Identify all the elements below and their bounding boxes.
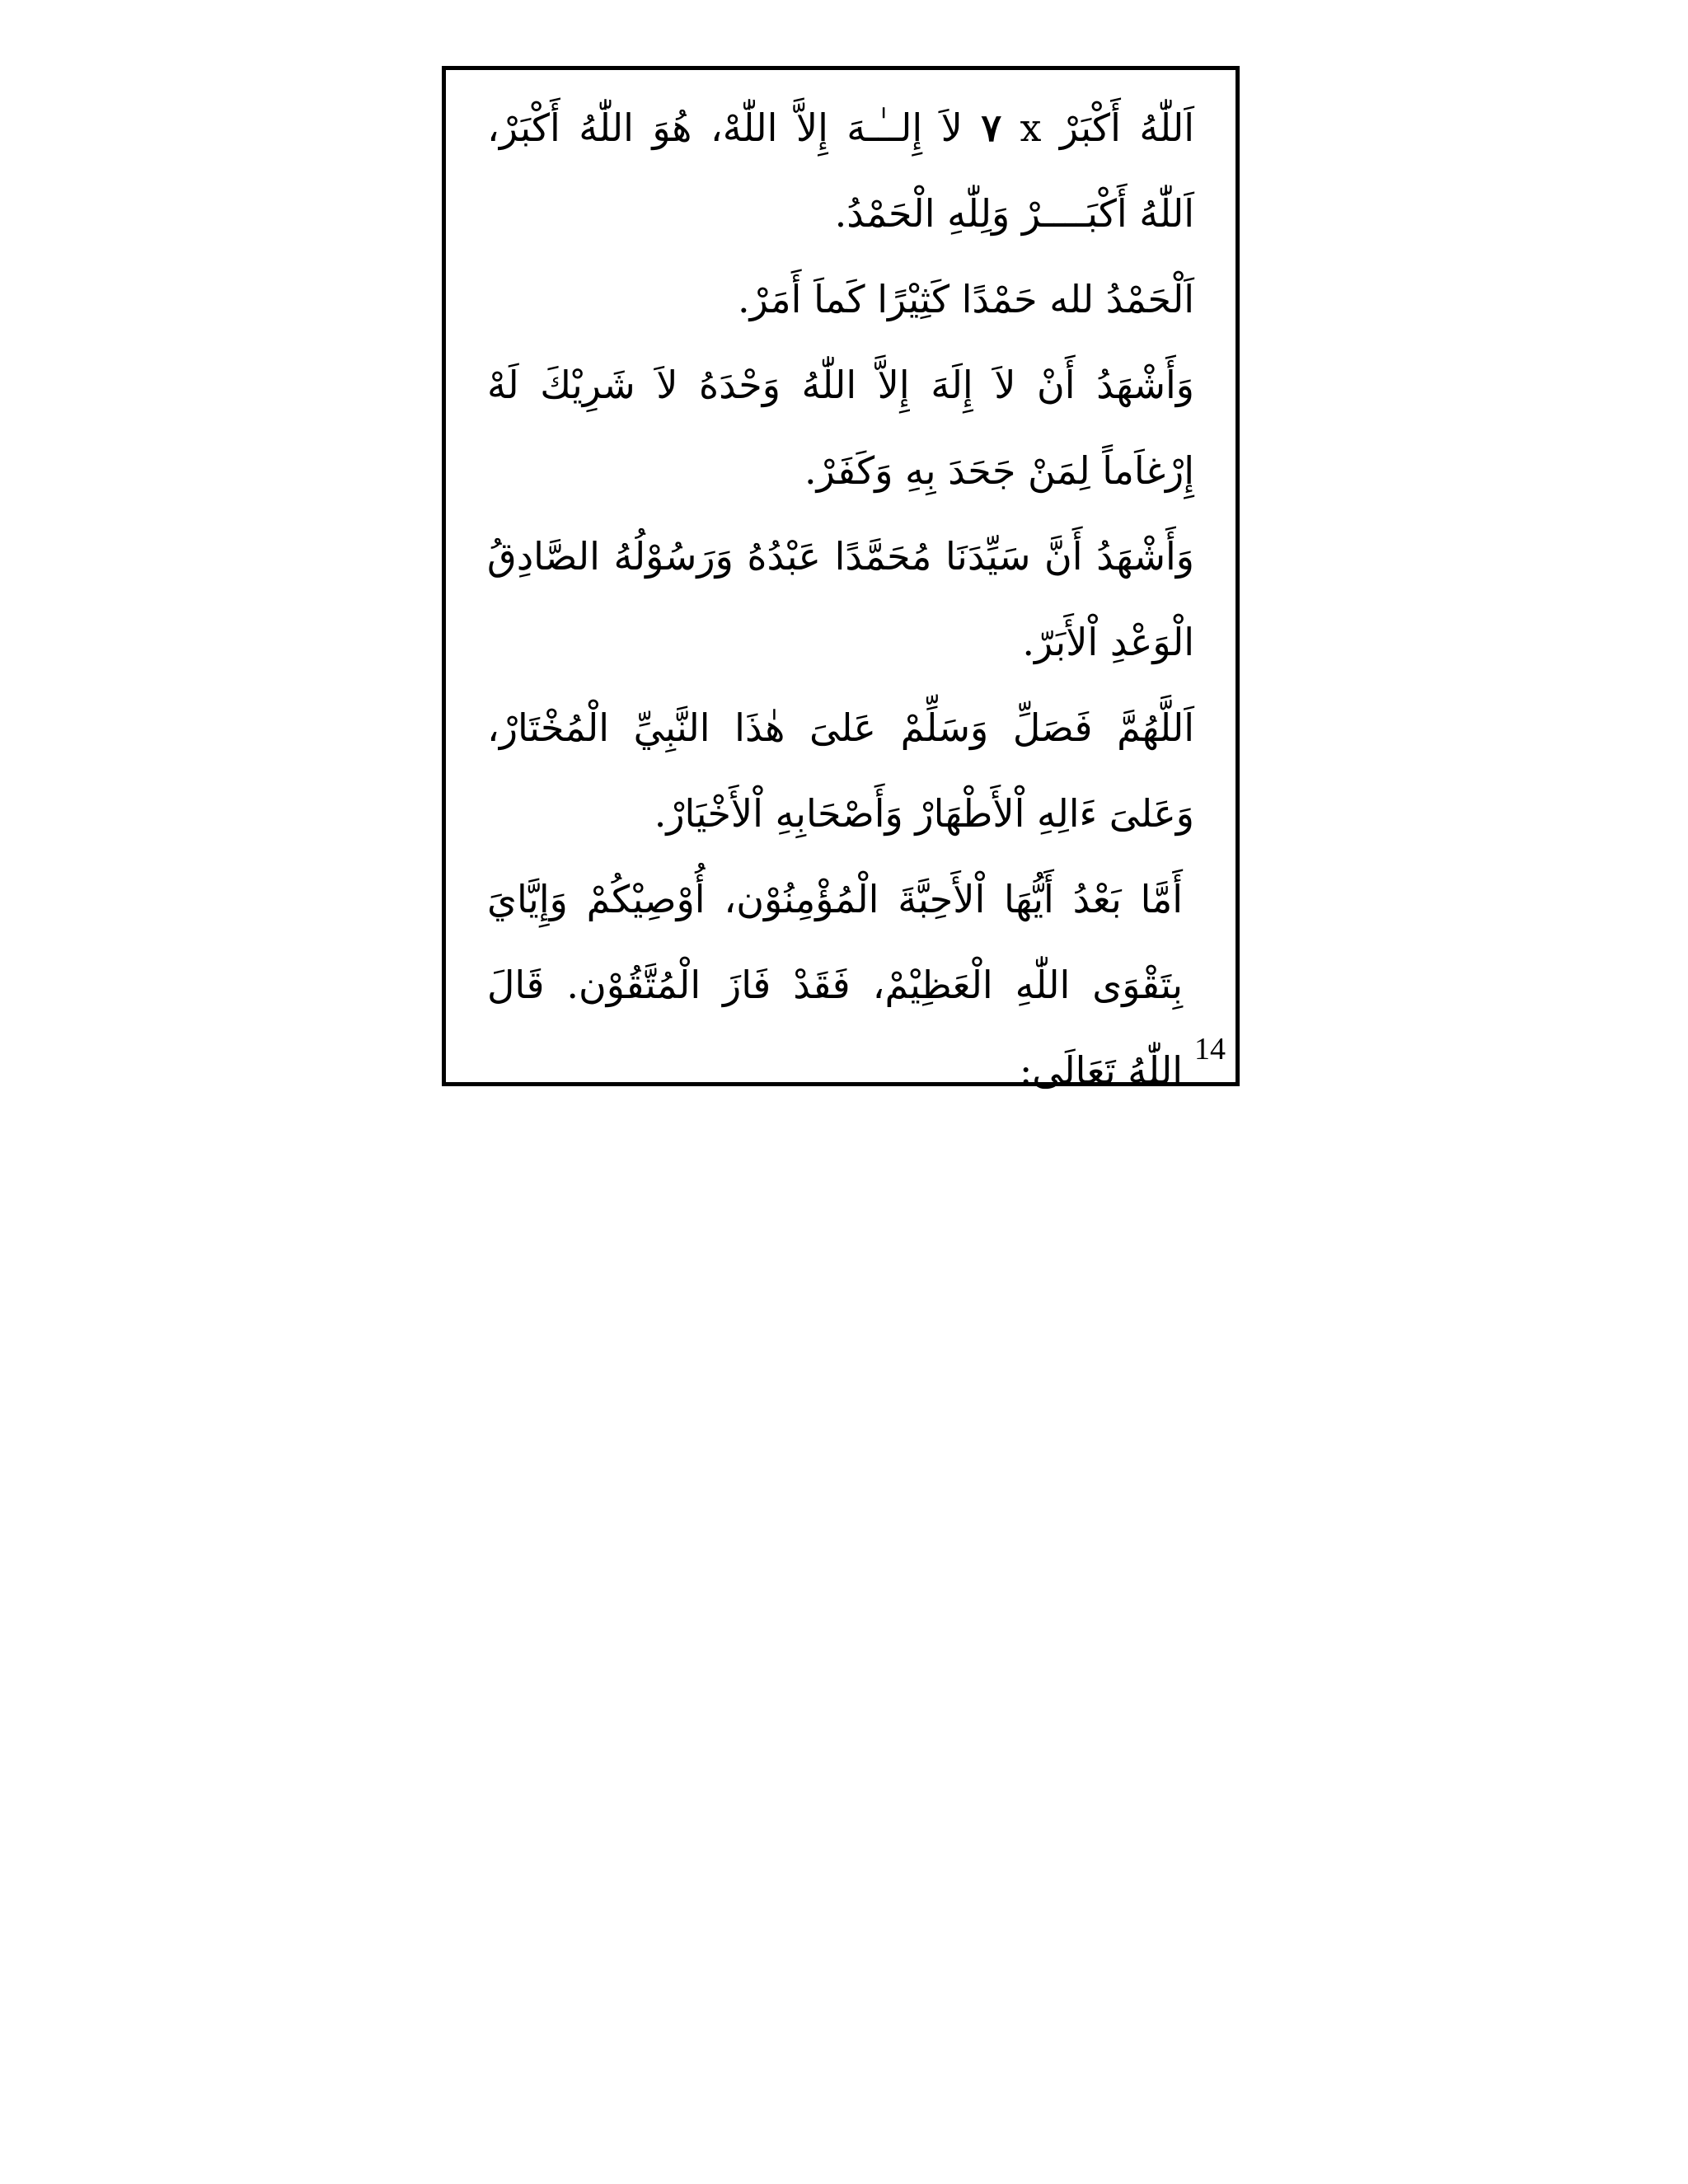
hamd-paragraph: اَلْحَمْدُ لله حَمْدًا كَثِيْرًا كَماَ أَمَرْ.	[738, 277, 1194, 321]
text-block	[487, 85, 1194, 1113]
takbir-times-sign: x	[1020, 105, 1042, 150]
shahada-rasul-paragraph: وَأَشْهَدُ أَنَّ سَيِّدَنَا مُحَمَّدًا عَبْدُهُ وَرَسُوْلُهُ الصَّادِقُ الْوَعْدِ اْلأَبَرّ.	[487, 534, 1194, 664]
takbir-paragraph	[487, 85, 1194, 256]
salawat-paragraph: اَللَّهُمَّ فَصَلِّ وَسَلِّمْ عَلىَ هٰذَا النَّبِيِّ الْمُخْتَارْ، وَعَلىَ ءَالِهِ اْلأَطْهَارْ وَأَصْحَابِهِ اْلأَخْيَارْ.	[487, 705, 1194, 836]
takbir-count: ٧	[981, 105, 1002, 150]
amma-bad-paragraph: أَمَّا بَعْدُ أَيُّهَا اْلأَحِبَّةَ الْمُؤْمِنُوْن، أُوْصِيْكُمْ وَإِيَّايَ بِتَقْوَى اللّٰهِ الْعَظِيْمْ، فَقَدْ فَازَ الْمُتَّقُوْن. قَالَ اللّٰهُ تَعَالَى:	[487, 877, 1183, 1093]
page-number: 14	[1194, 1032, 1226, 1066]
takbir-text-end: لاَ إِلــٰـهَ إِلاَّ اللّٰهْ، هُوَ اللّٰهُ أَكْبَرْ، اَللّٰهُ أَكْبَــــرْ وَلِلّٰهِ الْحَمْدُ.	[487, 105, 1194, 236]
takbir-text-start: اَللّٰهُ أَكْبَرْ	[1041, 105, 1195, 150]
shahada-tawhid-paragraph: وَأَشْهَدُ أَنْ لاَ إِلَهَ إِلاَّ اللّٰهُ وَحْدَهُ لاَ شَرِيْكَ لَهْ إِرْغاَماً لِمَنْ جَحَدَ بِهِ وَكَفَرْ.	[487, 363, 1194, 493]
page-frame	[442, 66, 1240, 1093]
